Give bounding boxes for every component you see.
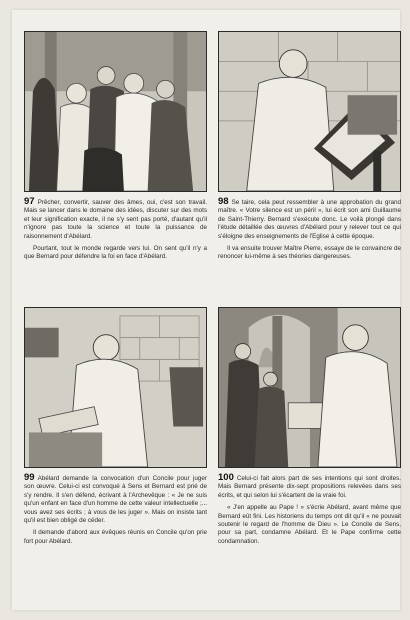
text-97 <box>24 198 207 266</box>
panel-number: 97 <box>24 196 35 207</box>
panel-number: 98 <box>218 196 229 207</box>
illustration-98-drawing <box>219 32 400 191</box>
paragraph <box>24 198 207 241</box>
paragraph-text: Se taire, cela peut ressembler à une approbation du grand maître. « Votre silence est un péril », lui écrit son ami Guillaume de Saint-Thierry. Bernard s'exécute donc. Le voilà plongé dans l'étude détaillée des œuvres d'Abélard pour y relever tout ce qui s'éloigne des enseignements de l'Eglise à cette époque. <box>218 199 401 240</box>
paragraph-text: Abélard demande la convocation d'un Concile pour juger son œuvre. Celui-ci est convoqué à Sens et Bernard est prié de s'y rendre. Il s'en défend, écrivant à l'Archevêque : « Je ne suis qu'un enfant en face d'un homme de cette valeur intellectuelle ;... vous avez ses écrits ; à vous de les juger ». Mais on insiste tant qu'il est bien obligé de céder. <box>24 475 207 525</box>
paragraph <box>218 474 401 500</box>
paragraph: « J'en appelle au Pape ! » s'écrie Abélard, avant même que Bernard eût fini. Les historiens du temps ont dit qu'il « ne pouvait soutenir le regard de l'homme de Dieu ». Le Concile de Sens, pour sa part, condamne Abélard. Et le Pape confirme cette condamnation. <box>218 504 401 545</box>
paragraph-text: Celui-ci fait alors part de ses intentions qui sont droites. Mais Bernard présente dix-sept propositions relevées dans ses écrits, et qui selon lui s'écartent de la vraie foi. <box>218 475 401 499</box>
paragraph: Pourtant, tout le monde regarde vers lui. On sent qu'il n'y a que Bernard pour défendre la foi en face d'Abélard. <box>24 245 207 261</box>
illustration-98-monk-reading <box>218 31 401 192</box>
paragraph <box>218 198 401 241</box>
illustration-97-drawing <box>25 32 206 191</box>
paragraph: Il demande d'abord aux évêques réunis en Concile qu'on prie fort pour Abélard. <box>24 529 207 545</box>
illustration-100-council <box>218 307 401 468</box>
panel-number: 100 <box>218 472 234 483</box>
text-99 <box>24 474 207 550</box>
illustration-99-monk-writing <box>24 307 207 468</box>
paragraph-text: Prêcher, convertir, sauver des âmes, oui, c'est son travail. Mais se lancer dans le domaine des idées, discuter sur des mots et leur signification exacte, il ne s'y sent pas porté, d'autant qu'il n'ignore pas toute la science et toute la puissance de raisonnement d'Abélard. <box>24 199 207 240</box>
book-page <box>12 10 400 610</box>
paragraph <box>24 474 207 525</box>
text-98 <box>218 198 401 266</box>
illustration-100-drawing <box>219 308 400 467</box>
illustration-99-drawing <box>25 308 206 467</box>
illustration-97-monks-group <box>24 31 207 192</box>
paragraph: Il va ensuite trouver Maître Pierre, essaye de le convaincre de renoncer lui-même à ses théories dangereuses. <box>218 245 401 261</box>
panel-number: 99 <box>24 472 35 483</box>
text-100 <box>218 474 401 550</box>
